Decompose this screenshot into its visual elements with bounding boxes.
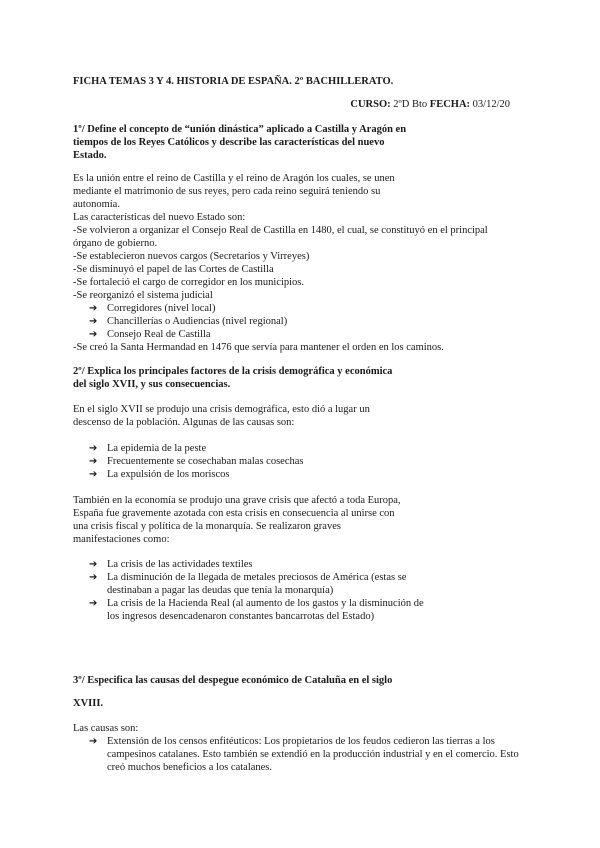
list-item: ➔ Consejo Real de Castilla	[89, 329, 211, 340]
list-item: ➔ Chancillerías o Audiencias (nivel regional)	[89, 316, 288, 327]
document-title: FICHA TEMAS 3 Y 4. HISTORIA DE ESPAÑA. 2º BACHILLERATO.	[73, 76, 394, 87]
answer-2-line: España fue gravemente azotada con esta crisis en consecuencia al unirse con	[73, 508, 395, 519]
question-1	[73, 123, 453, 162]
answer-2-line: una crisis fiscal y política de la monarquía. Se realizaron graves	[73, 521, 341, 532]
arrow-right-icon: ➔	[89, 469, 98, 480]
answer-1-line: autonomía.	[73, 199, 120, 210]
manifestations-list	[73, 558, 533, 623]
fecha-value: 03/12/20	[472, 99, 510, 110]
answer-2-line: manifestaciones como:	[73, 534, 170, 545]
judicial-list	[73, 302, 533, 341]
question-1-line: Estado.	[73, 150, 107, 161]
arrow-right-icon: ➔	[89, 329, 98, 340]
arrow-right-icon: ➔	[89, 559, 98, 570]
question-3-line-1: 3º/ Especifica las causas del despegue económico de Cataluña en el siglo	[73, 675, 393, 686]
question-2-line: del siglo XVII, y sus consecuencias.	[73, 379, 231, 390]
arrow-right-icon: ➔	[89, 316, 98, 327]
curso-value: 2ºD Bto	[393, 99, 428, 110]
answer-1-line: -Se disminuyó el papel de las Cortes de Castilla	[73, 264, 274, 275]
answer-3	[73, 722, 533, 774]
answer-2-intro	[73, 403, 533, 429]
list-item: ➔ La crisis de la Hacienda Real (al aumento de los gastos y la disminución de los ingresos desencadenaron constantes bancarrotas del Estado)	[89, 598, 424, 622]
answer-2-line: También en la economía se produjo una grave crisis que afectó a toda Europa,	[73, 495, 401, 506]
question-1-line: 1º/ Define el concepto de “unión dinástica” aplicado a Castilla y Aragón en	[73, 124, 407, 135]
causes-list-block	[73, 442, 533, 481]
answer-1-line: órgano de gobierno.	[73, 238, 158, 249]
arrow-right-icon: ➔	[89, 456, 98, 467]
arrow-right-icon: ➔	[89, 303, 98, 314]
answer-1-line: Es la unión entre el reino de Castilla y el reino de Aragón los cuales, se unen	[73, 173, 395, 184]
fecha-label: FECHA:	[429, 99, 471, 110]
list-item: ➔ Extensión de los censos enfitéuticos: Los propietarios de los feudos cedieron las tierras a los campesinos catalanes. Esto también se extendió en la producción industrial y en el comercio. Esto creó muchos beneficios a los catalanes.	[89, 736, 519, 773]
answer-1	[73, 172, 533, 354]
answer-1-line: -Se reorganizó el sistema judicial	[73, 290, 213, 301]
question-2-line: 2º/ Explica los principales factores de la crisis demográfica y económica	[73, 366, 393, 377]
answer-1-line: mediante el matrimonio de sus reyes, pero cada reino seguirá teniendo su	[73, 186, 381, 197]
list-item: ➔ Corregidores (nivel local)	[89, 303, 216, 314]
curso-label: CURSO:	[350, 99, 391, 110]
list-item: ➔ Frecuentemente se cosechaban malas cosechas	[89, 456, 304, 467]
answer-1-line: -Se volvieron a organizar el Consejo Real de Castilla en 1480, el cual, se constituyó en el principal	[73, 225, 488, 236]
answer-3-intro: Las causas son:	[73, 723, 139, 734]
question-1-line: tiempos de los Reyes Católicos y describe las características del nuevo	[73, 137, 385, 148]
question-2	[73, 365, 453, 391]
arrow-right-icon: ➔	[89, 736, 98, 747]
list-item: ➔ La epidemia de la peste	[89, 443, 207, 454]
answer-2-economy	[73, 494, 533, 546]
arrow-right-icon: ➔	[89, 443, 98, 454]
manifestations-list-block	[73, 558, 533, 623]
arrow-right-icon: ➔	[89, 598, 98, 609]
answer-1-closing: -Se creó la Santa Hermandad en 1476 que servía para mantener el orden en los caminos.	[73, 342, 444, 353]
answer-1-line: Las características del nuevo Estado son:	[73, 212, 246, 223]
causes-list	[73, 442, 533, 481]
answer-2-line: descenso de la población. Algunas de las causas son:	[73, 417, 295, 428]
answer-2-line: En el siglo XVII se produjo una crisis demográfica, esto dió a lugar un	[73, 404, 370, 415]
question-3-line-2: XVIII.	[73, 698, 104, 709]
arrow-right-icon: ➔	[89, 572, 98, 583]
answer-3-list	[73, 735, 533, 774]
list-item: ➔ La crisis de las actividades textiles	[89, 559, 253, 570]
course-date-line	[350, 99, 510, 110]
answer-1-line: -Se fortaleció el cargo de corregidor en los municipios.	[73, 277, 305, 288]
answer-1-line: -Se establecieron nuevos cargos (Secretarios y Virreyes)	[73, 251, 310, 262]
list-item: ➔ La disminución de la llegada de metales preciosos de América (estas se destinaban a pagar las deudas que tenía la monarquía)	[89, 572, 407, 596]
list-item: ➔ La expulsión de los moriscos	[89, 469, 230, 480]
